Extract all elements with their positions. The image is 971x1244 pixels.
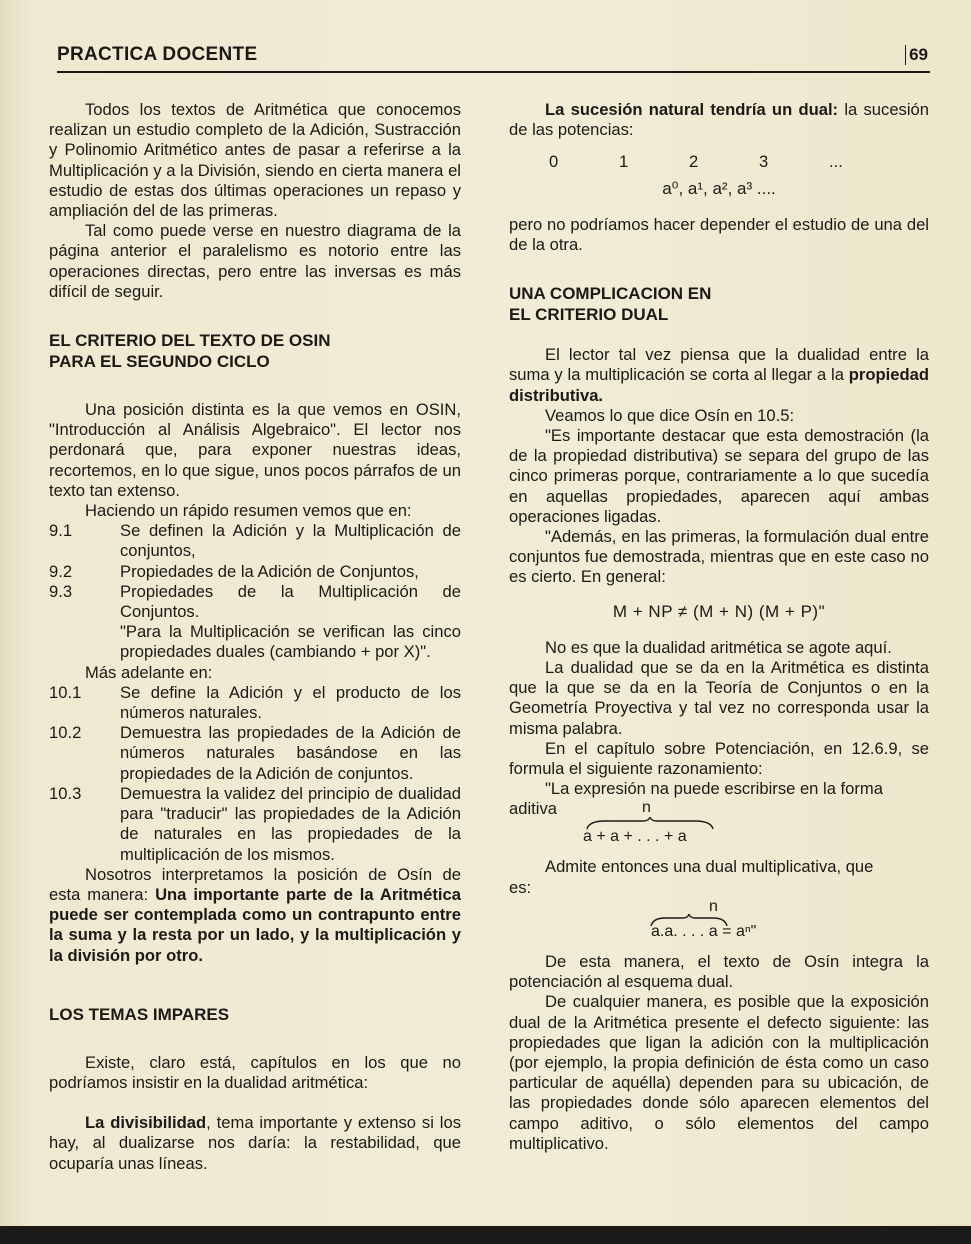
digit: ... (829, 152, 843, 172)
heading-line: PARA EL SEGUNDO CICLO (49, 352, 270, 372)
paragraph: Existe, claro está, capítulos en los que no podríamos insistir en la dualidad aritmética: (49, 1052, 461, 1092)
list-item (49, 784, 461, 865)
digit: 3 (759, 152, 769, 172)
paragraph: pero no podríamos hacer depender el estudio de una del de la otra. (509, 214, 929, 255)
item-number: 9.1 (49, 521, 73, 541)
bold-text-run: Una importante parte de la Aritmética puede ser contemplada como un contrapunto entre la suma y la resta por un lado, y la multiplicación y la división por otro. (49, 884, 461, 965)
formula: M + NP ≠ (M + N) (M + P)" (612, 601, 826, 621)
heading-line: EL CRITERIO DEL TEXTO DE OSIN (49, 331, 331, 351)
paragraph: No es que la dualidad aritmética se agote aquí. (545, 637, 892, 657)
paragraph (49, 865, 461, 966)
text-run: , tema importante y extenso si los hay, al dualizarse nos daría: la restabilidad, que ocuparía unas líneas. (49, 1113, 461, 1173)
section-heading (509, 283, 929, 325)
text-run: la sucesión de las potencias: (509, 100, 929, 140)
digit-sequence (509, 152, 929, 172)
item-number: 10.2 (49, 723, 82, 743)
section-title: PRACTICA DOCENTE (57, 44, 258, 65)
item-text: Se definen la Adición y la Multiplicación de conjuntos, (120, 521, 461, 561)
brace-label: n (642, 799, 651, 817)
digit: 0 (549, 152, 559, 172)
paragraph: Todos los textos de Aritmética que conocemos realizan un estudio completo de la Adición, Sustracción y Polinomio Aritmético antes de pasar a referirse a la Multiplicación y a la División, siendo en cierta manera el estudio de estas dos últimas operaciones un repaso y ampliación del de las primeras. (49, 100, 461, 221)
page-number: 69 (905, 45, 928, 65)
item-number: 9.3 (49, 581, 73, 601)
list-item (49, 723, 461, 784)
digit: 1 (619, 152, 629, 172)
paragraph: "Es importante destacar que esta demostración (la de la propiedad distributiva) se separa del grupo de las cinco primeras porque, contrariamente a lo que sucedía en aquellas propiedades, aparecen aquí ambas operaciones ligadas. (509, 426, 929, 526)
heading-line: EL CRITERIO DUAL (509, 305, 669, 325)
item-number: 9.2 (49, 561, 73, 581)
list-item (49, 521, 461, 561)
paragraph: Haciendo un rápido resumen vemos que en: (85, 501, 412, 521)
item-text: Demuestra la validez del principio de dualidad para "traducir" las propiedades de la Adición de naturales en las propiedades de la multiplicación de los mismos. (120, 783, 461, 864)
paragraph: Más adelante en: (85, 662, 213, 682)
item-text: Demuestra las propiedades de la Adición de números naturales basándose en las propiedades de la Adición de conjuntos. (120, 723, 461, 783)
paragraph: La dualidad que se da en la Aritmética es distinta que la que se da en la Teoría de Conjuntos o en la Geometría Proyectiva y tal vez no corresponda usar la misma palabra. (509, 658, 929, 738)
scan-edge (0, 1226, 971, 1244)
math-expression: a.a. . . . a = aⁿ" (651, 922, 757, 940)
paragraph: Tal como puede verse en nuestro diagrama de la página anterior el paralelismo es notorio entre las operaciones directas, pero entre las inversas es más difícil de seguir. (49, 221, 461, 301)
section-heading (49, 330, 461, 372)
paragraph: Admite entonces una dual multiplicativa, que (545, 857, 874, 877)
paragraph: En el capítulo sobre Potenciación, en 12.6.9, se formula el siguiente razonamiento: (509, 738, 929, 779)
quotation: "Para la Multiplicación se verifican las cinco propiedades duales (cambiando + por X)". (120, 622, 461, 662)
digit: 2 (689, 152, 699, 172)
section-heading: LOS TEMAS IMPARES (49, 1004, 230, 1024)
brace-label: n (709, 897, 718, 915)
item-text: Se define la Adición y el producto de los números naturales. (120, 682, 461, 723)
right-column (509, 100, 929, 1154)
paragraph: Una posición distinta es la que vemos en OSIN, "Introducción al Análisis Algebraico". El lector nos perdonará que, para exponer nuestras ideas, recortemos, en lo que sigue, unos pocos párrafos de un texto tan extenso. (49, 400, 461, 500)
list-item (49, 683, 461, 723)
header-rule (57, 71, 930, 73)
paragraph: Veamos lo que dice Osín en 10.5: (545, 405, 795, 425)
text-run: aditiva (509, 799, 557, 819)
product-expression (509, 898, 929, 942)
heading-line: UNA COMPLICACION EN (509, 284, 712, 304)
list-item (49, 562, 461, 582)
page-header (57, 44, 930, 74)
bold-text-run: La divisibilidad (85, 1113, 207, 1133)
text-run: Nosotros interpretamos la posición de Osín de esta manera: (49, 864, 461, 904)
text-run: El lector tal vez piensa que la dualidad entre la suma y la multiplicación se corta al llegar a la (509, 345, 929, 385)
item-number: 10.3 (49, 783, 82, 803)
powers-sequence: a⁰, a¹, a², a³ .... (662, 178, 776, 198)
bold-text-run: La sucesión natural tendría un dual: (545, 100, 845, 119)
paragraph: "Además, en las primeras, la formulación dual entre conjuntos fue demostrada, mientras que en este caso no es cierto. En general: (509, 527, 929, 587)
paragraph (509, 345, 929, 406)
left-column (49, 100, 461, 1174)
paragraph: es: (509, 877, 532, 897)
paragraph (509, 100, 929, 140)
item-text: Propiedades de la Multiplicación de Conjuntos. (120, 581, 461, 622)
list-item (49, 582, 461, 622)
paragraph: De cualquier manera, es posible que la exposición dual de la Aritmética presente el defecto siguiente: las propiedades que ligan la adición con la multiplicación (por ejemplo, la propia definición de ésta como un caso particular de aquélla) dependen para su ubicación, de las propiedades donde sólo aparecen elementos del campo aditivo, o sólo elementos del campo multiplicativo. (509, 992, 929, 1153)
paragraph: "La expresión na puede escribirse en la forma (545, 779, 883, 799)
item-text: Propiedades de la Adición de Conjuntos, (120, 561, 419, 581)
bold-text-run: propiedad distributiva. (509, 365, 929, 405)
sum-expression (509, 799, 929, 847)
paragraph (49, 1113, 461, 1174)
paragraph: De esta manera, el texto de Osín integra la potenciación al esquema dual. (509, 951, 929, 992)
item-number: 10.1 (49, 682, 82, 702)
math-expression: a + a + . . . + a (583, 828, 687, 846)
